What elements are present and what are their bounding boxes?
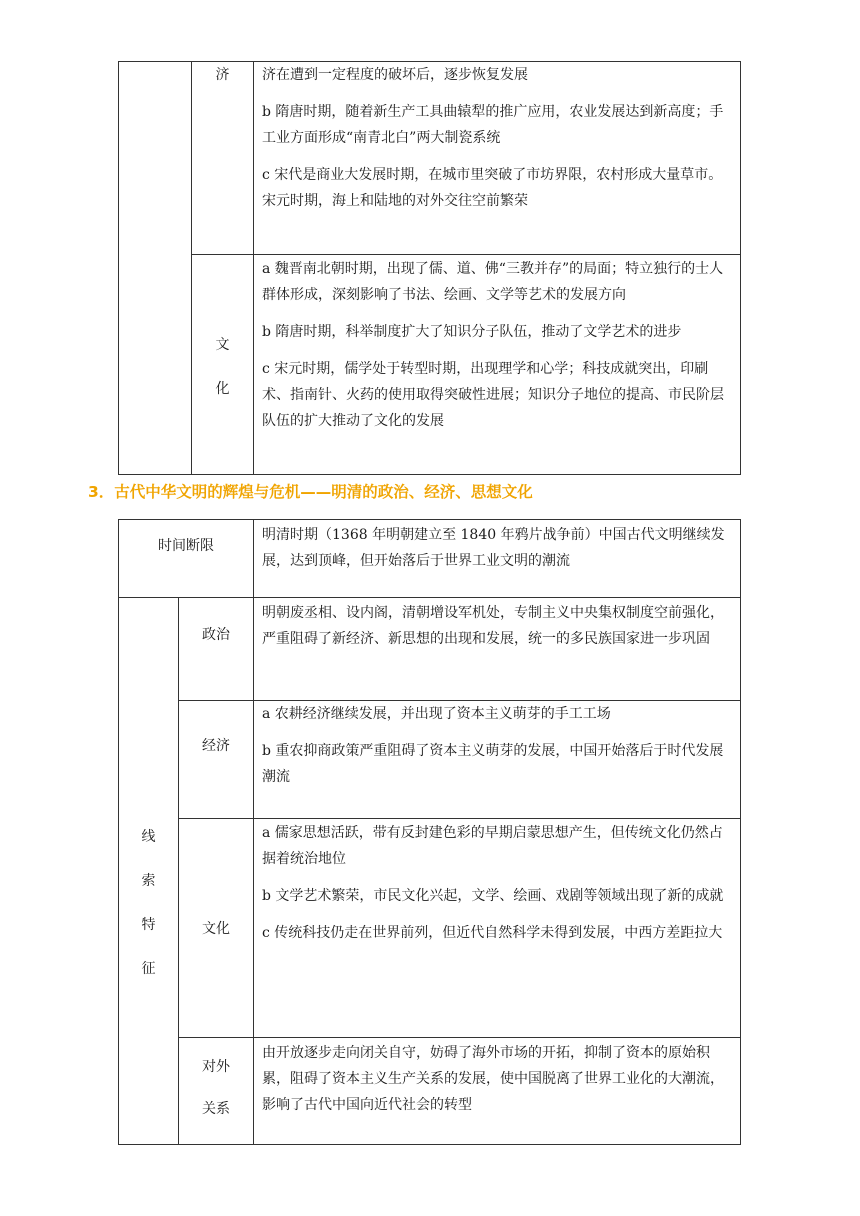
- content-item: c 传统科技仍走在世界前列，但近代自然科学未得到发展，中西方差距拉大: [262, 925, 723, 941]
- content-item: 由开放逐步走向闭关自守，妨碍了海外市场的开拓，抑制了资本的原始积累，阻碍了资本主义生产关系的发展，使中国脱离了世界工业化的大潮流，影响了古代中国向近代社会的转型: [262, 1045, 724, 1113]
- content-item: a 农耕经济继续发展，并出现了资本主义萌芽的手工工场: [262, 706, 611, 722]
- row-label-culture: 文 化: [192, 255, 254, 475]
- row-label-economy: 济: [192, 62, 254, 255]
- row-label-culture: 文化: [179, 819, 254, 1038]
- content-item: b 隋唐时期，科举制度扩大了知识分子队伍，推动了文学艺术的进步: [262, 324, 682, 340]
- content-item: b 隋唐时期，随着新生产工具曲辕犁的推广应用，农业发展达到新高度；手工业方面形成“南青北白”两大制瓷系统: [262, 104, 724, 146]
- content-item: 明清时期（1368 年明朝建立至 1840 年鸦片战争前）中国古代文明继续发展，达到顶峰，但开始落后于世界工业文明的潮流: [262, 527, 725, 569]
- content-item: c 宋代是商业大发展时期，在城市里突破了市坊界限，农村形成大量草市。宋元时期，海上和陆地的对外交往空前繁荣: [262, 167, 723, 209]
- table-row: [119, 598, 741, 701]
- table-row: [119, 255, 741, 475]
- period-label: 时间断限: [119, 520, 254, 598]
- group-label: 线 索 特 征: [119, 598, 179, 1145]
- content-item: 明朝废丞相、设内阁，清朝增设军机处，专制主义中央集权制度空前强化，严重阻碍了新经济、新思想的出现和发展，统一的多民族国家进一步巩固: [262, 605, 724, 647]
- content-item: c 宋元时期，儒学处于转型时期，出现理学和心学；科技成就突出，印刷术、指南针、火药的使用取得突破性进展；知识分子地位的提高、市民阶层队伍的扩大推动了文化的发展: [262, 361, 724, 429]
- table-row: [119, 701, 741, 819]
- table-row: [119, 520, 741, 598]
- row-label-economy: 经济: [179, 701, 254, 819]
- row-content-foreign-relations: [254, 1038, 741, 1145]
- row-label-foreign-relations: 对外 关系: [179, 1038, 254, 1145]
- row-content-culture: [254, 819, 741, 1038]
- ming-qing-table: [118, 519, 741, 1145]
- content-item: b 文学艺术繁荣，市民文化兴起，文学、绘画、戏剧等领域出现了新的成就: [262, 888, 724, 904]
- period-content: [254, 520, 741, 598]
- table-row: [119, 819, 741, 1038]
- content-item: b 重农抑商政策严重阻碍了资本主义萌芽的发展，中国开始落后于时代发展潮流: [262, 743, 724, 785]
- row-content-politics: [254, 598, 741, 701]
- content-item: a 魏晋南北朝时期，出现了儒、道、佛“三教并存”的局面；特立独行的士人群体形成，深刻影响了书法、绘画、文学等艺术的发展方向: [262, 261, 724, 303]
- continuation-table: [118, 61, 741, 475]
- empty-group-cell: [119, 62, 192, 475]
- content-item: 济在遭到一定程度的破坏后，逐步恢复发展: [262, 67, 528, 83]
- row-content-culture: [254, 255, 741, 475]
- table-row: [119, 1038, 741, 1145]
- row-label-politics: 政治: [179, 598, 254, 701]
- section-heading: 3．古代中华文明的辉煌与危机——明清的政治、经济、思想文化: [88, 483, 533, 501]
- row-content-economy: [254, 62, 741, 255]
- table-row: [119, 62, 741, 255]
- row-content-economy: [254, 701, 741, 819]
- content-item: a 儒家思想活跃，带有反封建色彩的早期启蒙思想产生，但传统文化仍然占据着统治地位: [262, 825, 723, 867]
